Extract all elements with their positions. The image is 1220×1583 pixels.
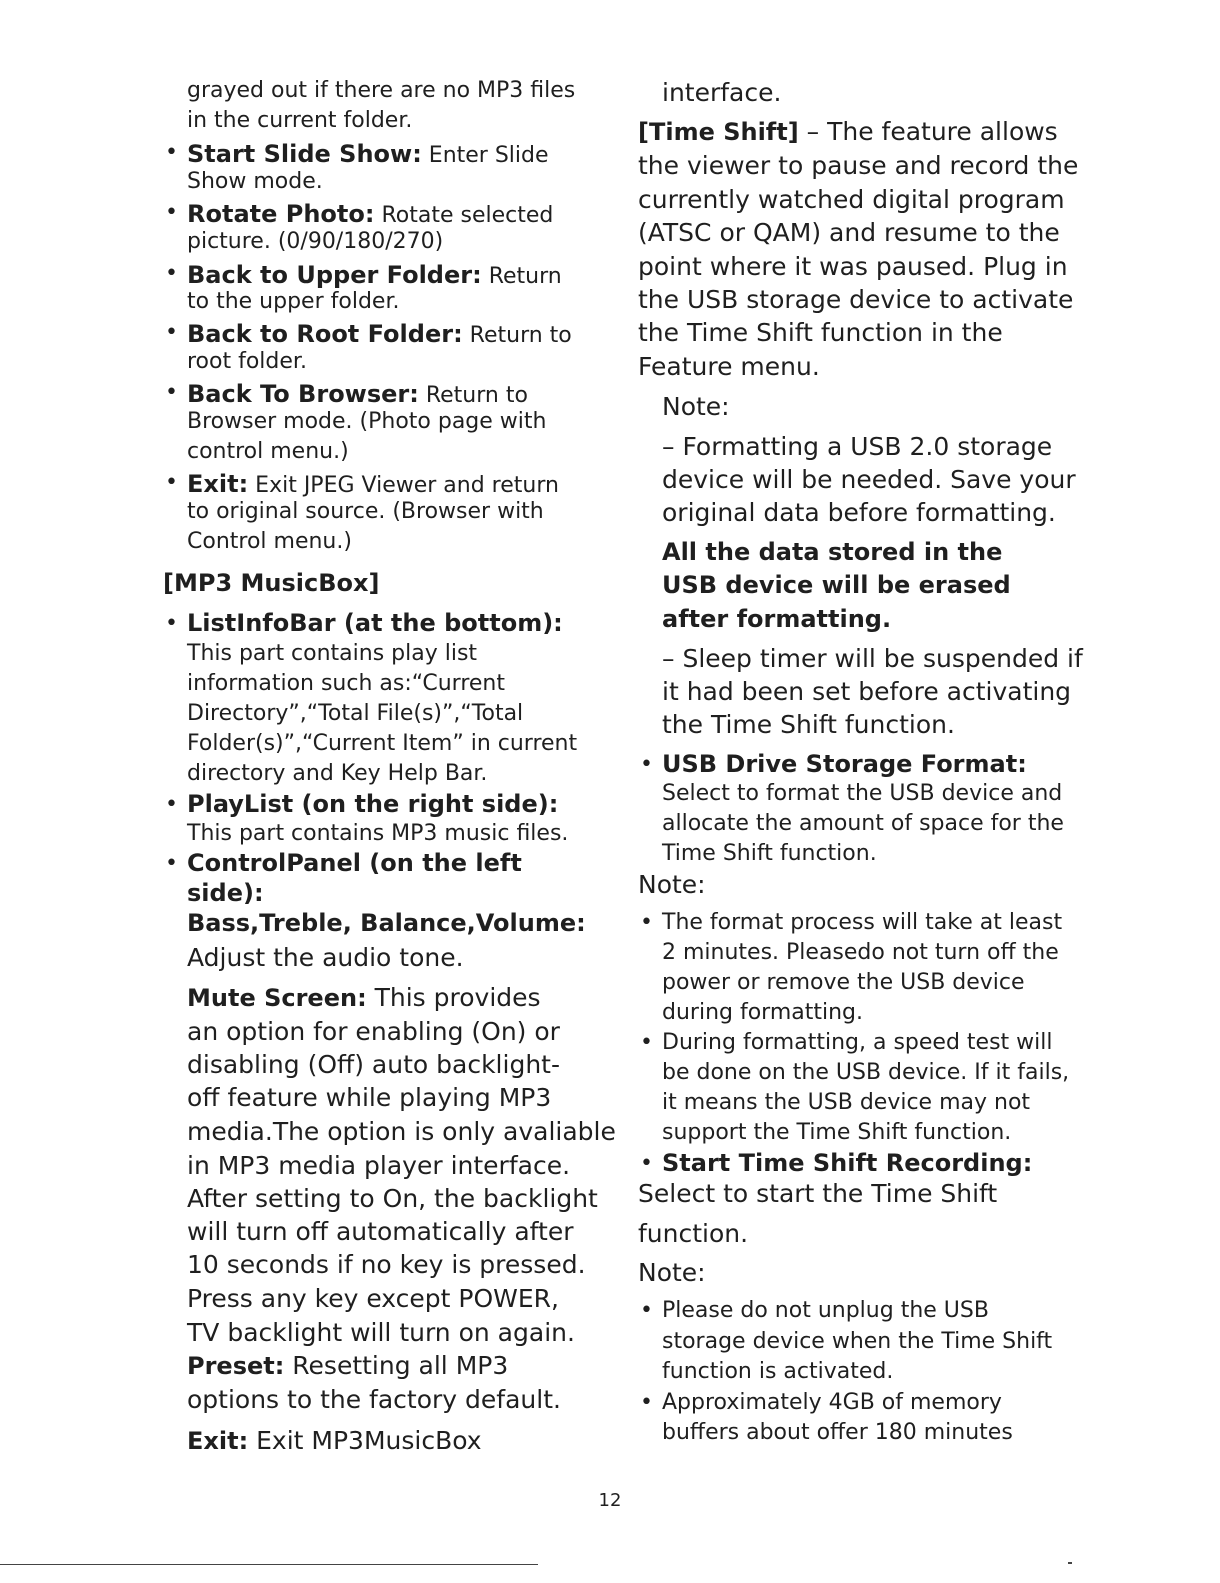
paragraph-lead: [638, 117, 1058, 146]
text-line: TV backlight will turn on again.: [187, 1318, 575, 1347]
text-line: the viewer to pause and record the: [638, 151, 1079, 180]
text-line: Browser mode. (Photo page with: [187, 409, 547, 434]
corner-mark: [1068, 1562, 1072, 1564]
subheading: Bass,Treble, Balance,Volume:: [187, 909, 586, 937]
item-text: This provides: [366, 983, 541, 1012]
text-line: Feature menu.: [638, 352, 820, 381]
warning-line: All the data stored in the: [662, 538, 1003, 566]
item-title: Back to Upper Folder:: [187, 261, 482, 289]
item-text: Resetting all MP3: [284, 1351, 509, 1380]
text-line: Please do not unplug the USB: [662, 1298, 989, 1323]
item-title: Start Time Shift Recording:: [662, 1149, 1033, 1177]
bullet-icon: •: [640, 1390, 653, 1415]
text-line: disabling (Off) auto backlight-: [187, 1050, 560, 1079]
text-line: media.The option is only avaliable: [187, 1117, 616, 1146]
warning-line: USB device will be erased: [662, 571, 1011, 599]
section-title: [Time Shift]: [638, 118, 799, 146]
list-item: [187, 200, 553, 228]
text-line: options to the factory default.: [187, 1385, 561, 1414]
text-line: allocate the amount of space for the: [662, 811, 1064, 836]
subheading: Exit:: [187, 1427, 249, 1455]
paragraph-lead: [187, 1351, 508, 1380]
text-line: power or remove the USB device: [662, 970, 1025, 995]
paragraph-lead: [187, 983, 541, 1012]
bottom-rule: [0, 1564, 538, 1565]
text-line: currently watched digital program: [638, 185, 1065, 214]
list-item: [187, 261, 562, 289]
paragraph-lead: [187, 1426, 482, 1455]
bullet-icon: •: [165, 470, 178, 495]
text-line: to original source. (Browser with: [187, 499, 544, 524]
item-text: Rotate selected: [374, 203, 554, 228]
section-title: [MP3 MusicBox]: [163, 569, 380, 597]
item-title: ListInfoBar (at the bottom):: [187, 609, 563, 637]
text-line: Select to format the USB device and: [662, 781, 1063, 806]
text-line: during formatting.: [662, 1000, 864, 1025]
text-line: After setting to On, the backlight: [187, 1184, 598, 1213]
bullet-icon: •: [640, 1030, 653, 1055]
subheading: Mute Screen:: [187, 984, 367, 1012]
item-text: Return to: [462, 323, 572, 348]
text-line: buffers about offer 180 minutes: [662, 1420, 1013, 1445]
page-number: 12: [598, 1490, 622, 1511]
bullet-icon: •: [640, 1151, 653, 1176]
text-line: in the current folder.: [187, 108, 413, 133]
item-title: side):: [187, 879, 264, 907]
bullet-icon: •: [165, 380, 178, 405]
text-line: function.: [638, 1219, 749, 1248]
text-line: The format process will take at least: [662, 910, 1063, 935]
text-line: 2 minutes. Pleasedo not turn off the: [662, 940, 1059, 965]
text-line: Show mode.: [187, 169, 323, 194]
text-line: control menu.): [187, 439, 349, 464]
item-title: Start Slide Show:: [187, 140, 422, 168]
text-line: (ATSC or QAM) and resume to the: [638, 218, 1060, 247]
text-line: 10 seconds if no key is pressed.: [187, 1250, 586, 1279]
text-line: storage device when the Time Shift: [662, 1329, 1053, 1354]
text-line: directory and Key Help Bar.: [187, 761, 488, 786]
text-line: original data before formatting.: [662, 498, 1056, 527]
list-item: [187, 140, 549, 168]
list-item: [187, 320, 572, 348]
note-label: Note:: [638, 870, 706, 899]
text-line: off feature while playing MP3: [187, 1083, 552, 1112]
item-title: Back To Browser:: [187, 380, 419, 408]
text-line: Folder(s)”,“Current Item” in current: [187, 731, 578, 756]
text-line: – Sleep timer will be suspended if: [662, 644, 1083, 673]
item-text: Return: [481, 264, 562, 289]
text-line: an option for enabling (On) or: [187, 1017, 560, 1046]
item-title: ControlPanel (on the left: [187, 849, 522, 877]
text-line: Select to start the Time Shift: [638, 1179, 998, 1208]
text-line: to the upper folder.: [187, 289, 400, 314]
note-label: Note:: [662, 392, 730, 421]
bullet-icon: •: [165, 611, 178, 636]
text-line: information such as:“Current: [187, 671, 506, 696]
text-line: function is activated.: [662, 1359, 894, 1384]
text-line: it means the USB device may not: [662, 1090, 1031, 1115]
text-line: picture. (0/90/180/270): [187, 229, 444, 254]
text-line: grayed out if there are no MP3 files: [187, 78, 576, 103]
item-text: Exit JPEG Viewer and return: [248, 473, 559, 498]
item-title: PlayList (on the right side):: [187, 790, 559, 818]
text-line: device will be needed. Save your: [662, 465, 1076, 494]
text-line: point where it was paused. Plug in: [638, 252, 1068, 281]
bullet-icon: •: [165, 200, 178, 225]
bullet-icon: •: [165, 851, 178, 876]
item-title: Exit:: [187, 470, 249, 498]
item-text: Exit MP3MusicBox: [248, 1426, 482, 1455]
text-line: Approximately 4GB of memory: [662, 1390, 1002, 1415]
list-item: [187, 470, 559, 498]
subheading: Preset:: [187, 1352, 285, 1380]
bullet-icon: •: [165, 261, 178, 286]
bullet-icon: •: [165, 140, 178, 165]
bullet-icon: •: [640, 910, 653, 935]
item-text: Return to: [418, 383, 528, 408]
item-title: USB Drive Storage Format:: [662, 750, 1027, 778]
text-line: will turn off automatically after: [187, 1217, 574, 1246]
text-line: the Time Shift function.: [662, 710, 955, 739]
text-line: Directory”,“Total File(s)”,“Total: [187, 701, 524, 726]
text-line: in MP3 media player interface.: [187, 1151, 571, 1180]
warning-line: after formatting.: [662, 605, 892, 633]
bullet-icon: •: [165, 792, 178, 817]
text-line: interface.: [662, 78, 782, 107]
text-line: Press any key except POWER,: [187, 1284, 559, 1313]
text-line: This part contains MP3 music files.: [187, 821, 569, 846]
bullet-icon: •: [640, 1298, 653, 1323]
bullet-icon: •: [640, 752, 653, 777]
text-line: support the Time Shift function.: [662, 1120, 1012, 1145]
item-title: Rotate Photo:: [187, 200, 375, 228]
text-line: – Formatting a USB 2.0 storage: [662, 432, 1053, 461]
text-line: be done on the USB device. If it fails,: [662, 1060, 1070, 1085]
text-line: it had been set before activating: [662, 677, 1072, 706]
bullet-icon: •: [165, 320, 178, 345]
note-label: Note:: [638, 1258, 706, 1287]
text-line: Time Shift function.: [662, 841, 877, 866]
text-line: the Time Shift function in the: [638, 318, 1003, 347]
text-line: Control menu.): [187, 529, 352, 554]
item-title: Back to Root Folder:: [187, 320, 463, 348]
text-line: the USB storage device to activate: [638, 285, 1074, 314]
list-item: [187, 380, 528, 408]
text-line: Adjust the audio tone.: [187, 943, 464, 972]
item-text: Enter Slide: [421, 143, 549, 168]
text-line: This part contains play list: [187, 641, 478, 666]
item-text: – The feature allows: [798, 117, 1058, 146]
text-line: During formatting, a speed test will: [662, 1030, 1053, 1055]
text-line: root folder.: [187, 349, 307, 374]
